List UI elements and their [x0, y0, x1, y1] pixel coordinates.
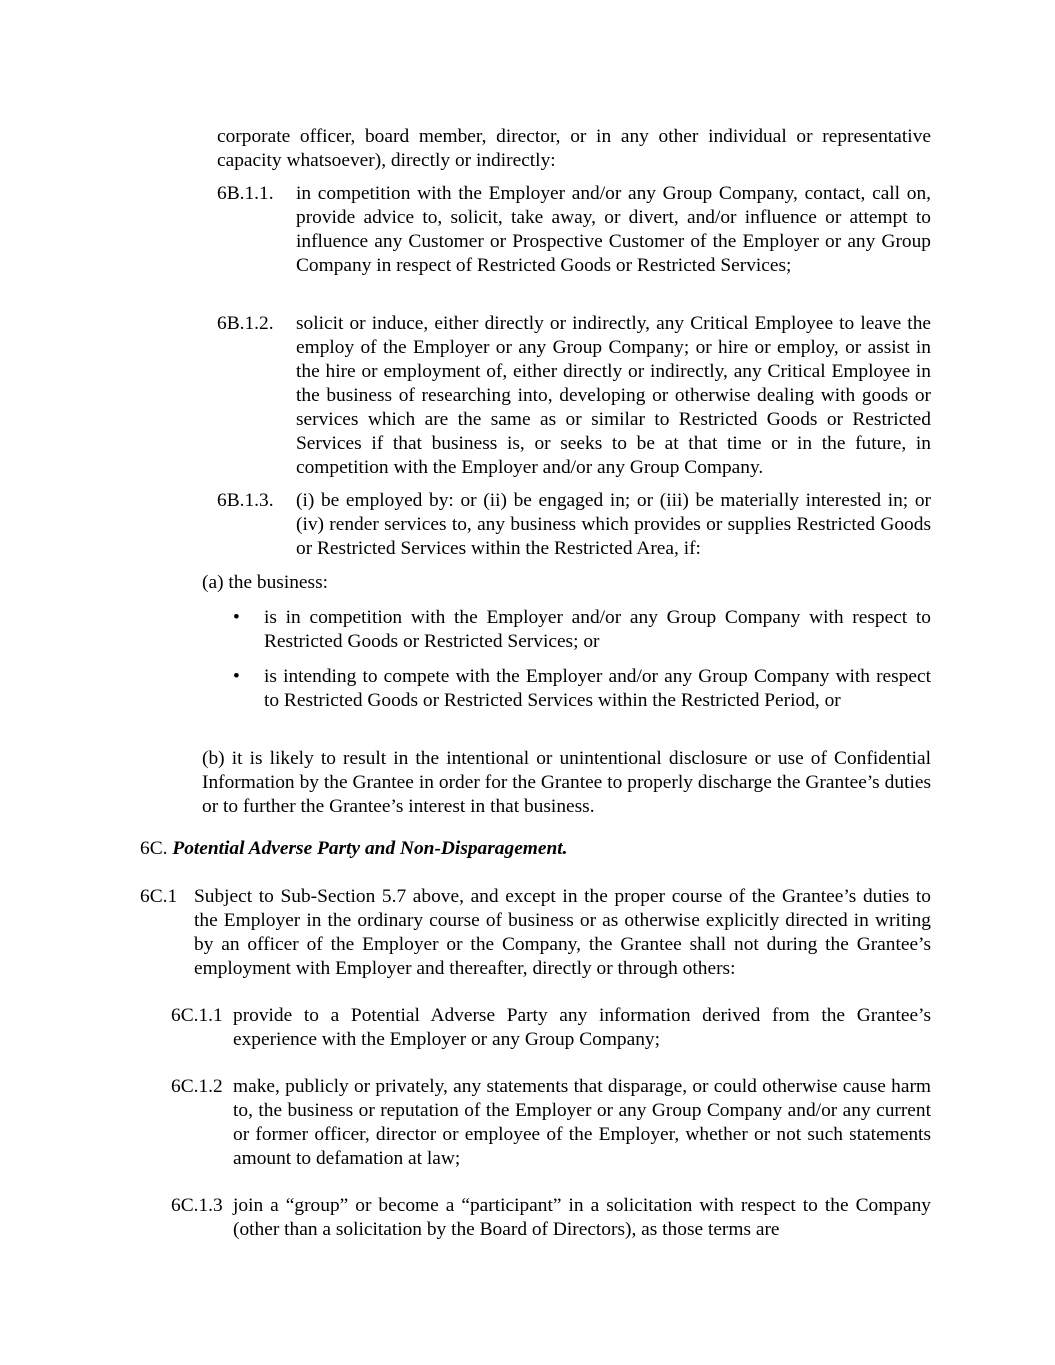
clause-text: provide to a Potential Adverse Party any information derived from the Grantee’s experience with the Employer or any Group Company; [233, 1005, 931, 1050]
clause-number: 6B.1.3. [217, 490, 274, 511]
clause-text: join a “group” or become a “participant” in a solicitation with respect to the Company (other than a solicitation by the Board of Directors), as those terms are [233, 1195, 931, 1240]
clause-6b-1-1 [217, 182, 931, 278]
clause-text: Subject to Sub-Section 5.7 above, and except in the proper course of the Grantee’s duties to the Employer in the ordinary course of business or as otherwise explicitly directed in writing by an officer of the Employer or the Company, the Grantee shall not during the Grantee’s employment with Employer and thereafter, directly or through others: [194, 886, 931, 979]
clause-number: 6B.1.2. [217, 313, 274, 334]
clause-text: solicit or induce, either directly or indirectly, any Critical Employee to leave the employ of the Employer or any Group Company; or hire or employ, or assist in the hire or employment of, either directly or indirectly, any Critical Employee in the business of researching into, developing or otherwise dealing with goods or services which are the same as or similar to Restricted Goods or Restricted Services if that business is, or seeks to be at that time or in the future, in competition with the Employer and/or any Group Company. [296, 313, 931, 478]
clause-number: 6C.1.1 [171, 1005, 223, 1026]
paragraph-a-text: (a) the business: [202, 572, 329, 593]
clause-6c-1-2 [171, 1075, 931, 1171]
bullet-icon: • [233, 607, 240, 628]
clause-number: 6C.1 [140, 886, 178, 907]
paragraph-b-text: (b) it is likely to result in the intentional or unintentional disclosure or use of Confidential Information by the Grantee in order for the Grantee to properly discharge the Grantee’s duties or to further the Grantee’s interest in that business. [202, 748, 931, 817]
clause-text: make, publicly or privately, any statements that disparage, or could otherwise cause harm to, the business or reputation of the Employer or any Group Company and/or any current or former officer, director or employee of the Employer, whether or not such statements amount to defamation at law; [233, 1076, 931, 1169]
clause-6c-1-1 [171, 1004, 931, 1052]
intro-paragraph [217, 125, 931, 173]
intro-text: corporate officer, board member, director, or in any other individual or representative capacity whatsoever), directly or indirectly: [217, 126, 931, 171]
clause-number: 6C.1.3 [171, 1195, 223, 1216]
bullet-text: is intending to compete with the Employer and/or any Group Company with respect to Restricted Goods or Restricted Services within the Restricted Period, or [264, 666, 931, 711]
clause-number: 6C.1.2 [171, 1076, 223, 1097]
bullet-item [233, 665, 931, 713]
section-title: Potential Adverse Party and Non-Disparagement. [172, 838, 568, 859]
clause-6c-1 [140, 885, 931, 981]
clause-text: in competition with the Employer and/or any Group Company, contact, call on, provide advice to, solicit, take away, or divert, and/or influence or attempt to influence any Customer or Prospective Customer of the Employer or any Group Company in respect of Restricted Goods or Restricted Services; [296, 183, 931, 276]
bullet-item [233, 606, 931, 654]
clause-6b-1-2 [217, 312, 931, 480]
section-6c-heading [140, 837, 931, 861]
bullet-text: is in competition with the Employer and/or any Group Company with respect to Restricted Goods or Restricted Services; or [264, 607, 931, 652]
paragraph-a [202, 571, 931, 595]
paragraph-b [202, 747, 931, 819]
clause-number: 6B.1.1. [217, 183, 274, 204]
bullet-icon: • [233, 666, 240, 687]
clause-6b-1-3 [217, 489, 931, 561]
clause-6c-1-3 [171, 1194, 931, 1242]
section-number: 6C. [140, 838, 168, 859]
clause-text: (i) be employed by: or (ii) be engaged in; or (iii) be materially interested in; or (iv) render services to, any business which provides or supplies Restricted Goods or Restricted Services within the Restricted Area, if: [296, 490, 931, 559]
